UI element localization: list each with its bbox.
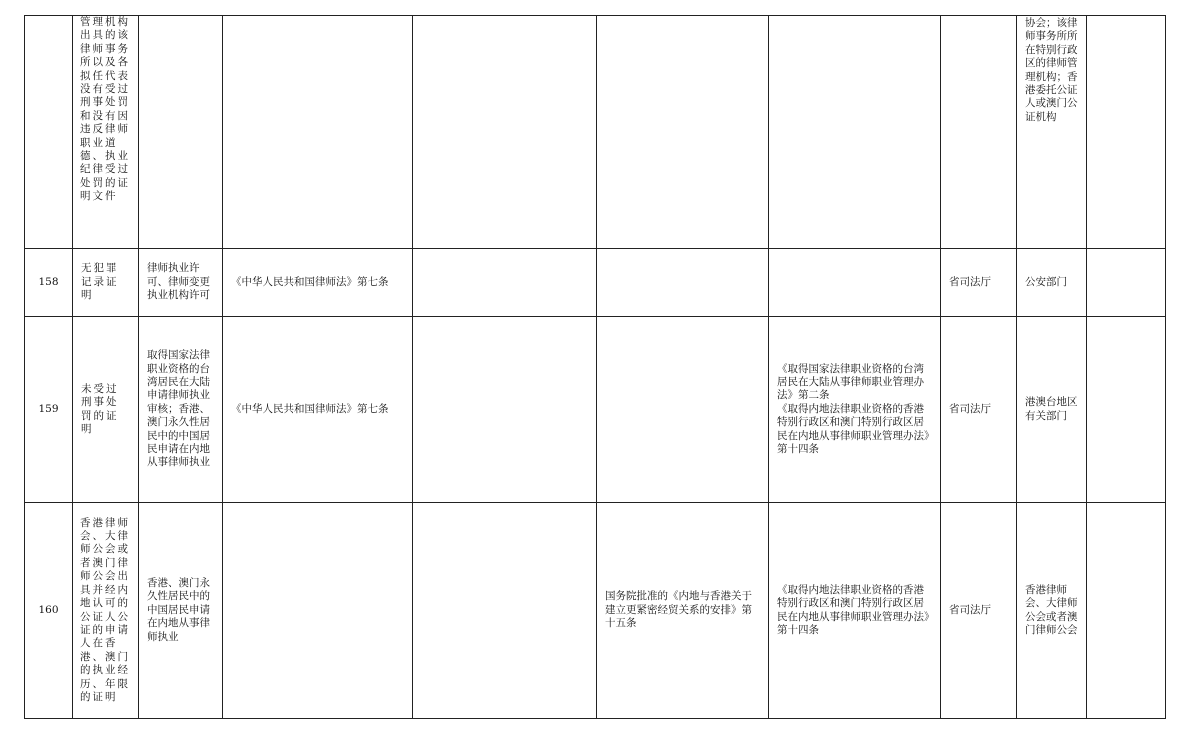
legal-basis-cell [223, 503, 413, 719]
column-6-cell [597, 16, 769, 249]
column-6-cell [597, 249, 769, 317]
dept-regulation-cell: 《取得内地法律职业资格的香港特别行政区和澳门特别行政区居民在内地从事律师职业管理办法》第十四条 [769, 503, 941, 719]
department-cell [941, 16, 1017, 249]
department-cell: 省司法厅 [941, 249, 1017, 317]
table-row [25, 249, 1166, 317]
row-number: 158 [25, 249, 73, 317]
certificate-table [24, 15, 1166, 719]
column-5-cell [413, 249, 597, 317]
issuer-cell: 香港律师会、大律师公会或者澳门律师公会 [1017, 503, 1087, 719]
column-6-cell [597, 317, 769, 503]
table-row [25, 317, 1166, 503]
remarks-cell [1087, 317, 1166, 503]
column-6-cell: 国务院批准的《内地与香港关于建立更紧密经贸关系的安排》第十五条 [597, 503, 769, 719]
document-page [24, 15, 1166, 719]
issuer-cell: 协会；该律师事务所所在特别行政区的律师管理机构；香港委托公证人或澳门公证机构 [1017, 16, 1087, 249]
dept-regulation-cell: 《取得国家法律职业资格的台湾居民在大陆从事律师职业管理办法》第二条 《取得内地法律职业资格的香港特别行政区和澳门特别行政区居民在内地从事律师职业管理办法》第十四条 [769, 317, 941, 503]
column-5-cell [413, 16, 597, 249]
matter-cell: 取得国家法律职业资格的台湾居民在大陆申请律师执业审核；香港、澳门永久性居民中的中国居民申请在内地从事律师执业 [139, 317, 223, 503]
certificate-name: 未受过刑事处罚的证明 [73, 317, 139, 503]
issuer-cell: 港澳台地区有关部门 [1017, 317, 1087, 503]
dept-regulation-cell [769, 16, 941, 249]
column-5-cell [413, 503, 597, 719]
certificate-name: 无犯罪记录证明 [73, 249, 139, 317]
issuer-cell: 公安部门 [1017, 249, 1087, 317]
certificate-name: 管理机构出具的该律师事务所以及各拟任代表没有受过刑事处罚和没有因违反律师职业道德、执业纪律受过处罚的证明文件 [73, 16, 139, 249]
dept-regulation-cell [769, 249, 941, 317]
row-number: 160 [25, 503, 73, 719]
matter-cell: 香港、澳门永久性居民中的中国居民申请在内地从事律师执业 [139, 503, 223, 719]
certificate-name: 香港律师会、大律师公会或者澳门律师公会出具并经内地认可的公证人公证的申请人在香港、澳门的执业经历、年限的证明 [73, 503, 139, 719]
legal-basis-cell: 《中华人民共和国律师法》第七条 [223, 249, 413, 317]
table-row [25, 503, 1166, 719]
remarks-cell [1087, 16, 1166, 249]
remarks-cell [1087, 503, 1166, 719]
remarks-cell [1087, 249, 1166, 317]
legal-basis-cell: 《中华人民共和国律师法》第七条 [223, 317, 413, 503]
department-cell: 省司法厅 [941, 503, 1017, 719]
department-cell: 省司法厅 [941, 317, 1017, 503]
table-row [25, 16, 1166, 249]
matter-cell [139, 16, 223, 249]
row-number: 159 [25, 317, 73, 503]
legal-basis-cell [223, 16, 413, 249]
matter-cell: 律师执业许可、律师变更执业机构许可 [139, 249, 223, 317]
row-number [25, 16, 73, 249]
column-5-cell [413, 317, 597, 503]
